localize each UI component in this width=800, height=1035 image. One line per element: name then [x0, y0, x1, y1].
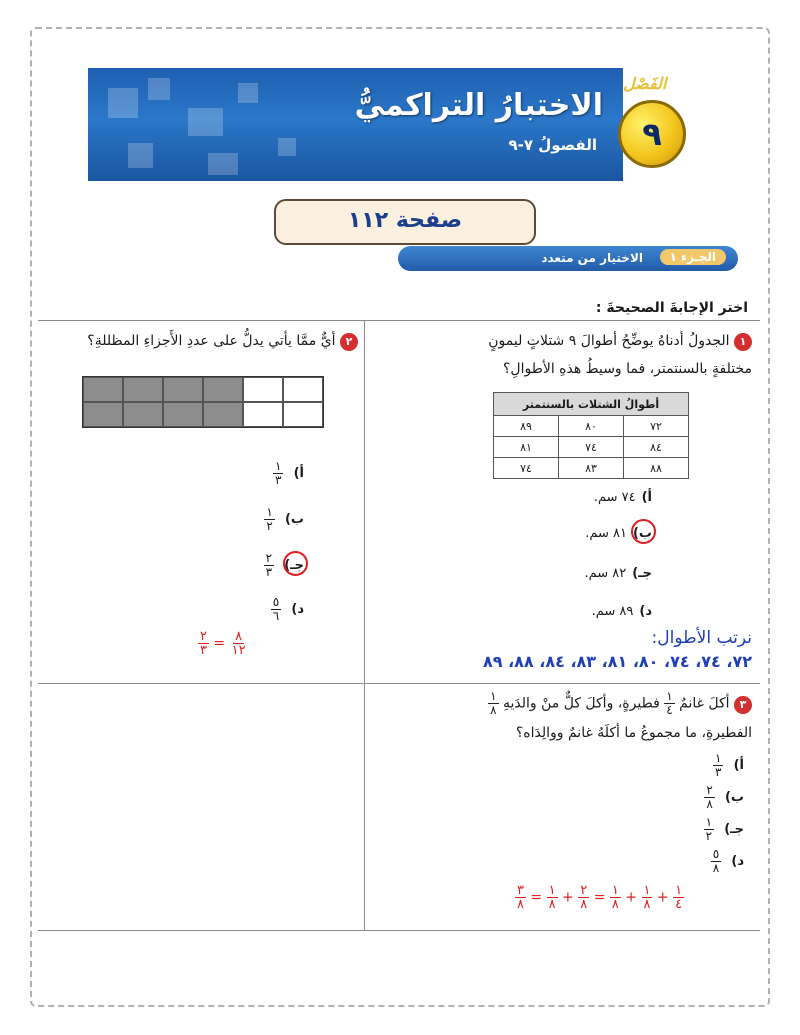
chapter-word: الفَصْل — [623, 74, 667, 93]
q2-line1-text: أيٌّ ممَّا يأتي يدلُّ على عددِ الأَجزاءِ المظللةِ؟ — [87, 333, 336, 349]
banner-subtitle: الفصولُ ٧-٩ — [508, 136, 597, 154]
q3-fraction-2: $\frac{١}{٨}$ — [490, 689, 497, 717]
option-letter: د) — [639, 604, 652, 619]
q1-option-c — [584, 566, 652, 581]
q1-answer-list: ٧٢، ٧٤، ٧٤، ٨٠، ٨١، ٨٣، ٨٤، ٨٨، ٨٩ — [482, 652, 752, 671]
q2-number: ٢ — [340, 333, 358, 351]
option-fraction: $\frac{١}{٢}$ — [705, 815, 713, 843]
question-2 — [38, 320, 364, 683]
option-letter: ب) — [284, 512, 304, 527]
part-pill — [398, 246, 738, 271]
option-letter: ب) — [724, 790, 744, 805]
q1-answer-heading: نرتب الأطوال: — [651, 628, 752, 648]
option-letter: ب) — [632, 526, 652, 541]
question-3 — [365, 684, 760, 930]
chapter-banner — [88, 68, 623, 181]
chapter-number: ٩ — [618, 100, 686, 168]
option-fraction: $\frac{١}{٢}$ — [266, 505, 273, 533]
q3-option-c — [704, 816, 744, 843]
answer-circle — [283, 551, 308, 576]
q1-line2: مختلفةٍ بالسنتمتر، فما وسيطُ هذهِ الأطوالِ؟ — [502, 361, 752, 377]
shaded-grid — [82, 376, 324, 428]
q2-line1 — [87, 328, 358, 354]
q1-option-a — [594, 490, 652, 505]
questions-grid — [38, 320, 760, 930]
q3-number: ٣ — [734, 696, 752, 714]
part-label: الجـزء ١ — [660, 249, 726, 265]
table-cell: ٨٣ — [559, 458, 624, 479]
table-cell: ٨٨ — [624, 458, 689, 479]
q3-option-d — [711, 848, 744, 875]
answer-circle — [631, 519, 656, 544]
option-text: ٧٤ سم. — [593, 490, 636, 505]
q3-text-a: أكلَ غانمٌ — [679, 695, 730, 712]
q2-option-a — [273, 460, 304, 487]
option-letter: جـ) — [724, 822, 744, 837]
q3-fraction-1: $\frac{١}{٤}$ — [666, 689, 673, 717]
q3-text-b: فطيرةٍ، وأكلَ كلٌّ منْ والدَيهِ — [502, 695, 660, 712]
option-letter: د) — [291, 602, 304, 617]
q2-option-b — [264, 506, 304, 533]
table-cell: ٧٢ — [624, 416, 689, 437]
option-fraction: $\frac{٢}{٨}$ — [706, 783, 713, 811]
option-letter: أ) — [293, 466, 304, 481]
part-text: الاختيار من متعدد — [541, 251, 643, 265]
q3-line2: الفطيرةِ، ما مجموعُ ما أكلَهُ غانمٌ ووالِدَاه؟ — [515, 725, 752, 741]
q3-work: $\frac{٣}{٨}$ = $\frac{١}{٨}$ + $\frac{٢}{٨}$ = $\frac{١}{٨}$ + $\frac{١}{٨}$ + $\frac{١}{٤}$ — [517, 883, 683, 912]
option-text: ٨١ سم. — [585, 526, 627, 541]
option-letter: د) — [731, 854, 744, 869]
instruction: اختر الإجابةَ الصحيحةَ : — [595, 300, 748, 316]
table-cell: ٧٤ — [494, 458, 559, 479]
question-1 — [365, 320, 760, 683]
option-fraction: $\frac{٥}{٨}$ — [712, 847, 720, 875]
banner-title: الاختبارُ التراكميُّ — [354, 88, 603, 123]
option-letter: أ) — [733, 758, 744, 773]
option-letter: جـ) — [284, 558, 304, 573]
table-cell: ٨٠ — [559, 416, 624, 437]
table-cell: ٨١ — [494, 437, 559, 458]
option-fraction: $\frac{١}{٣}$ — [715, 751, 722, 779]
option-letter: أ) — [641, 490, 652, 505]
option-letter: جـ) — [632, 566, 652, 581]
option-fraction: $\frac{٥}{٦}$ — [272, 595, 280, 623]
q3-option-b — [704, 784, 744, 811]
option-fraction: $\frac{١}{٣}$ — [275, 459, 282, 487]
q1-line1-text: الجدولُ أدناهُ يوضِّحُ أطوالَ ٩ شتلاتٍ ليمونٍ — [488, 333, 730, 349]
q2-option-d — [271, 596, 304, 623]
table-title: أطوالُ الشتلات بالسنتمتر — [494, 393, 689, 416]
q3-line1 — [488, 690, 752, 717]
table-cell: ٨٤ — [624, 437, 689, 458]
q1-option-d — [592, 604, 652, 619]
option-text: ٨٢ سم. — [584, 566, 627, 581]
page-label: صفحة ١١٢ — [274, 199, 536, 245]
lengths-table — [493, 392, 689, 479]
q1-number: ١ — [734, 333, 752, 351]
table-row — [494, 416, 689, 437]
table-row — [494, 437, 689, 458]
option-fraction: $\frac{٢}{٣}$ — [265, 551, 273, 579]
table-cell: ٨٩ — [494, 416, 559, 437]
option-text: ٨٩ سم. — [591, 604, 634, 619]
q3-option-a — [713, 752, 744, 779]
q2-work: $\frac{٢}{٣}$ = $\frac{٨}{١٢}$ — [200, 629, 246, 658]
table-cell: ٧٤ — [559, 437, 624, 458]
chapter-badge — [615, 72, 693, 178]
q1-line1 — [488, 328, 752, 354]
table-row — [494, 458, 689, 479]
